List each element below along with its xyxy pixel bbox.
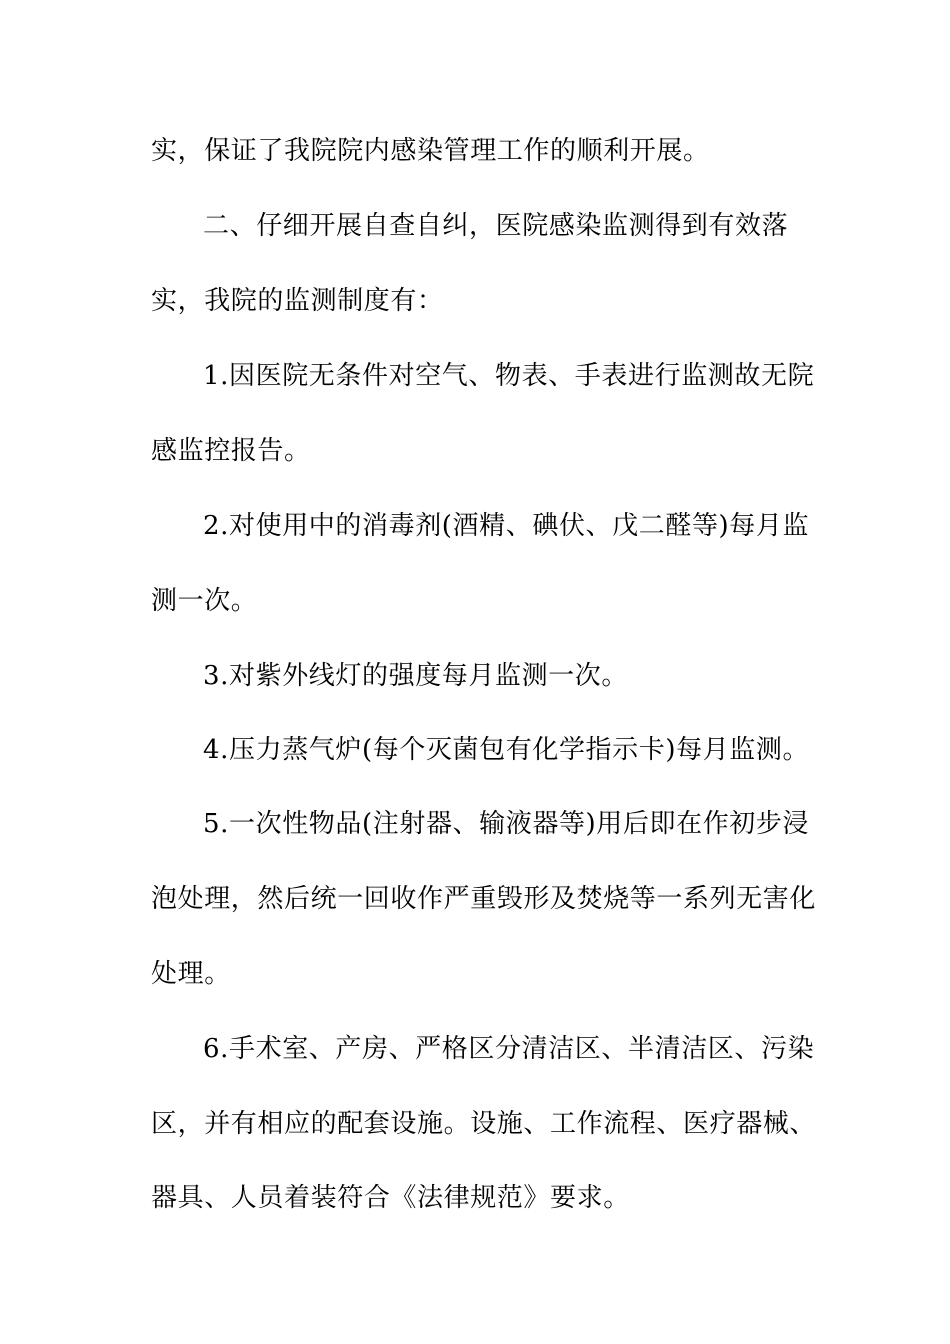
text-line: 处理。 bbox=[151, 959, 231, 989]
text-line: 测一次。 bbox=[151, 586, 258, 616]
text-line: 4.压力蒸气炉(每个灭菌包有化学指示卡)每月监测。 bbox=[203, 735, 810, 765]
text-line: 实，我院的监测制度有： bbox=[151, 286, 444, 316]
text-line: 实，保证了我院院内感染管理工作的顺利开展。 bbox=[151, 136, 710, 166]
text-line: 泡处理，然后统一回收作严重毁形及焚烧等一系列无害化 bbox=[151, 884, 817, 914]
text-line: 区，并有相应的配套设施。设施、工作流程、医疗器械、 bbox=[151, 1109, 817, 1139]
text-line: 器具、人员着装符合《法律规范》要求。 bbox=[151, 1183, 630, 1213]
text-line: 二、仔细开展自查自纠，医院感染监测得到有效落 bbox=[203, 211, 789, 241]
text-line: 5.一次性物品(注射器、输液器等)用后即在作初步浸 bbox=[203, 809, 810, 839]
text-line: 3.对紫外线灯的强度每月监测一次。 bbox=[203, 661, 629, 691]
text-line: 1.因医院无条件对空气、物表、手表进行监测故无院 bbox=[203, 361, 815, 391]
text-line: 2.对使用中的消毒剂(酒精、碘伏、戊二醛等)每月监 bbox=[203, 511, 810, 541]
text-line: 感监控报告。 bbox=[151, 436, 311, 466]
text-line: 6.手术室、产房、严格区分清洁区、半清洁区、污染 bbox=[203, 1034, 815, 1064]
